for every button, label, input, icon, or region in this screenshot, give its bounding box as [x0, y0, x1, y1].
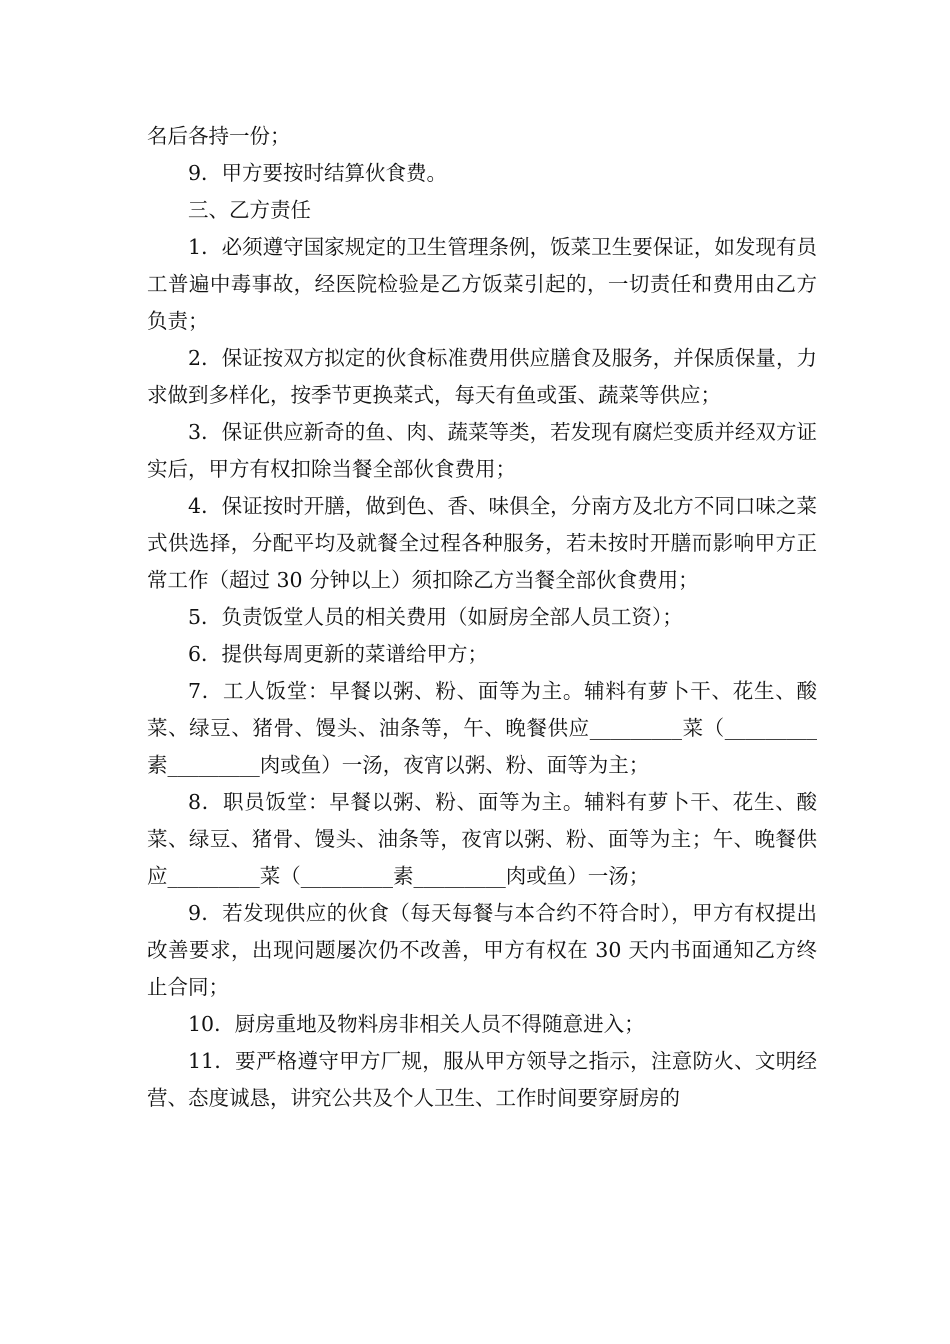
paragraph-party-b-item-2: 2．保证按双方拟定的伙食标准费用供应膳食及服务，并保质保量，力求做到多样化，按季节更换菜式，每天有鱼或蛋、蔬菜等供应；: [147, 346, 817, 407]
paragraph-party-b-item-7: 7．工人饭堂：早餐以粥、粉、面等为主。辅料有萝卜干、花生、酸菜、绿豆、猪骨、馒头、油条等，午、晚餐供应_________菜（_________素_________肉或鱼）一汤，夜宵以粥、粉、面等为主；: [147, 679, 817, 777]
document-body: [147, 118, 817, 1117]
paragraph-party-b-item-11: 11．要严格遵守甲方厂规，服从甲方领导之指示，注意防火、文明经营、态度诚恳，讲究公共及个人卫生、工作时间要穿厨房的: [147, 1049, 817, 1110]
paragraph-party-b-item-5: 5．负责饭堂人员的相关费用（如厨房全部人员工资）；: [188, 605, 683, 629]
paragraph-party-b-item-4: 4．保证按时开膳，做到色、香、味俱全，分南方及北方不同口味之菜式供选择，分配平均及就餐全过程各种服务，若未按时开膳而影响甲方正常工作（超过 30 分钟以上）须扣除乙方当餐全部伙食费用；: [147, 494, 817, 592]
paragraph-party-a-item-9: 9．甲方要按时结算伙食费。: [188, 161, 448, 185]
paragraph-party-b-item-8: 8．职员饭堂：早餐以粥、粉、面等为主。辅料有萝卜干、花生、酸菜、绿豆、猪骨、馒头、油条等，夜宵以粥、粉、面等为主；午、晚餐供应_________菜（_________素_________肉或鱼）一汤；: [147, 790, 817, 888]
paragraph-party-b-item-10: 10．厨房重地及物料房非相关人员不得随意进入；: [188, 1012, 645, 1036]
paragraph-party-b-item-3: 3．保证供应新奇的鱼、肉、蔬菜等类，若发现有腐烂变质并经双方证实后，甲方有权扣除当餐全部伙食费用；: [147, 420, 817, 481]
paragraph-party-b-item-1: 1．必须遵守国家规定的卫生管理条例，饭菜卫生要保证，如发现有员工普遍中毒事故，经医院检验是乙方饭菜引起的，一切责任和费用由乙方负责；: [147, 235, 817, 333]
paragraph-party-b-item-6: 6．提供每周更新的菜谱给甲方；: [188, 642, 489, 666]
paragraph-continuation: 名后各持一份；: [147, 124, 291, 148]
paragraph-party-b-item-9: 9．若发现供应的伙食（每天每餐与本合约不符合时），甲方有权提出改善要求，出现问题屡次仍不改善，甲方有权在 30 天内书面通知乙方终止合同；: [147, 901, 817, 999]
section-heading-party-b: 三、乙方责任: [188, 198, 311, 222]
